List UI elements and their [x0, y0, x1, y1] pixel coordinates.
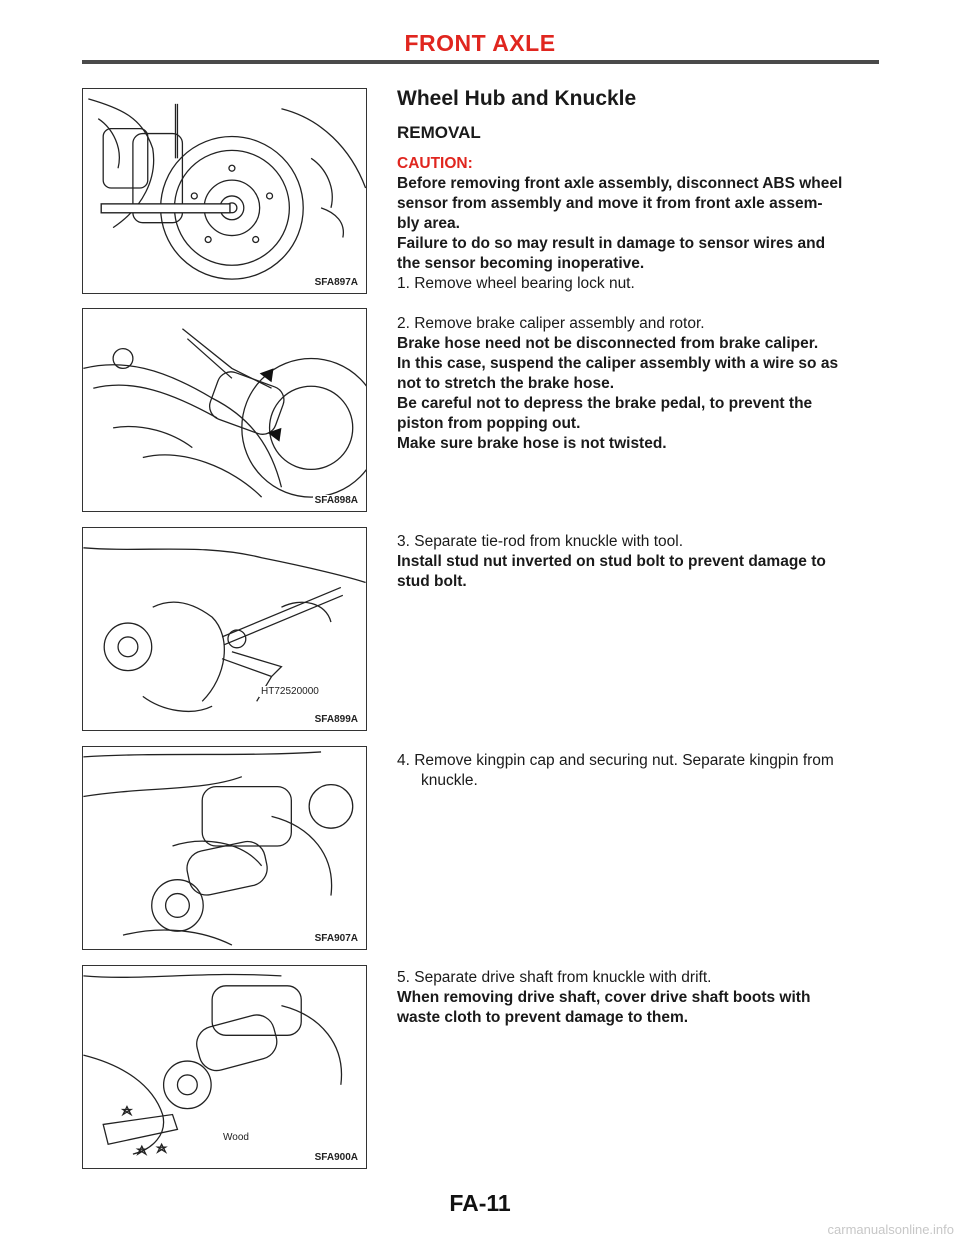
text-block-step-2 — [397, 314, 882, 454]
header-divider — [82, 60, 879, 64]
figure-wheel-hub — [82, 88, 367, 294]
step-text: 5. Separate drive shaft from knuckle with drift. — [397, 969, 712, 986]
section-title: Wheel Hub and Knuckle — [397, 87, 637, 110]
figure-drive-shaft — [82, 965, 367, 1169]
figure-kingpin-illustration — [83, 747, 366, 949]
figure-tie-rod-illustration — [83, 528, 366, 730]
step-note: Brake hose need not be disconnected from brake caliper. — [397, 335, 819, 352]
step-note: Install stud nut inverted on stud bolt to prevent damage to — [397, 553, 826, 570]
step-note: stud bolt. — [397, 573, 467, 590]
figure-tie-rod — [82, 527, 367, 731]
step-note: not to stretch the brake hose. — [397, 375, 615, 392]
tool-callout: HT72520000 — [261, 686, 319, 697]
figure-kingpin — [82, 746, 367, 950]
figure-label: SFA899A — [314, 714, 358, 725]
figure-label: SFA907A — [314, 933, 358, 944]
step-note: piston from popping out. — [397, 415, 581, 432]
step-note: Make sure brake hose is not twisted. — [397, 435, 667, 452]
step-note: In this case, suspend the caliper assembly with a wire so as — [397, 355, 839, 372]
page-number: FA-11 — [449, 1190, 511, 1216]
subheading: REMOVAL — [397, 123, 481, 142]
figure-label: SFA897A — [314, 277, 358, 288]
text-block-step-3 — [397, 532, 882, 592]
caution-line: Before removing front axle assembly, disconnect ABS wheel — [397, 175, 843, 192]
figure-label: SFA898A — [314, 495, 358, 506]
caution-label: CAUTION: — [397, 155, 473, 172]
figure-brake-caliper — [82, 308, 367, 512]
step-note: waste cloth to prevent damage to them. — [397, 1009, 689, 1026]
watermark: carmanualsonline.info — [827, 1222, 954, 1237]
step-text: 4. Remove kingpin cap and securing nut. Separate kingpin from knuckle. — [397, 752, 834, 789]
tool-callout: Wood — [223, 1132, 249, 1143]
text-block-step-4 — [397, 751, 882, 791]
step-note: Be careful not to depress the brake pedal, to prevent the — [397, 395, 813, 412]
text-block-removal — [397, 86, 882, 294]
caution-line: Failure to do so may result in damage to sensor wires and — [397, 235, 826, 252]
caution-line: bly area. — [397, 215, 460, 232]
caution-line: sensor from assembly and move it from front axle assem- — [397, 195, 823, 212]
figure-label: SFA900A — [314, 1152, 358, 1163]
figure-wheel-hub-illustration — [83, 89, 366, 293]
text-block-step-5 — [397, 968, 882, 1028]
step-note: When removing drive shaft, cover drive shaft boots with — [397, 989, 811, 1006]
caution-line: the sensor becoming inoperative. — [397, 255, 645, 272]
figure-brake-caliper-illustration — [83, 309, 366, 511]
step-text: 3. Separate tie-rod from knuckle with tool. — [397, 533, 684, 550]
page-header-title: FRONT AXLE — [404, 30, 556, 56]
step-text: 1. Remove wheel bearing lock nut. — [397, 275, 635, 292]
step-text: 2. Remove brake caliper assembly and rotor. — [397, 315, 705, 332]
